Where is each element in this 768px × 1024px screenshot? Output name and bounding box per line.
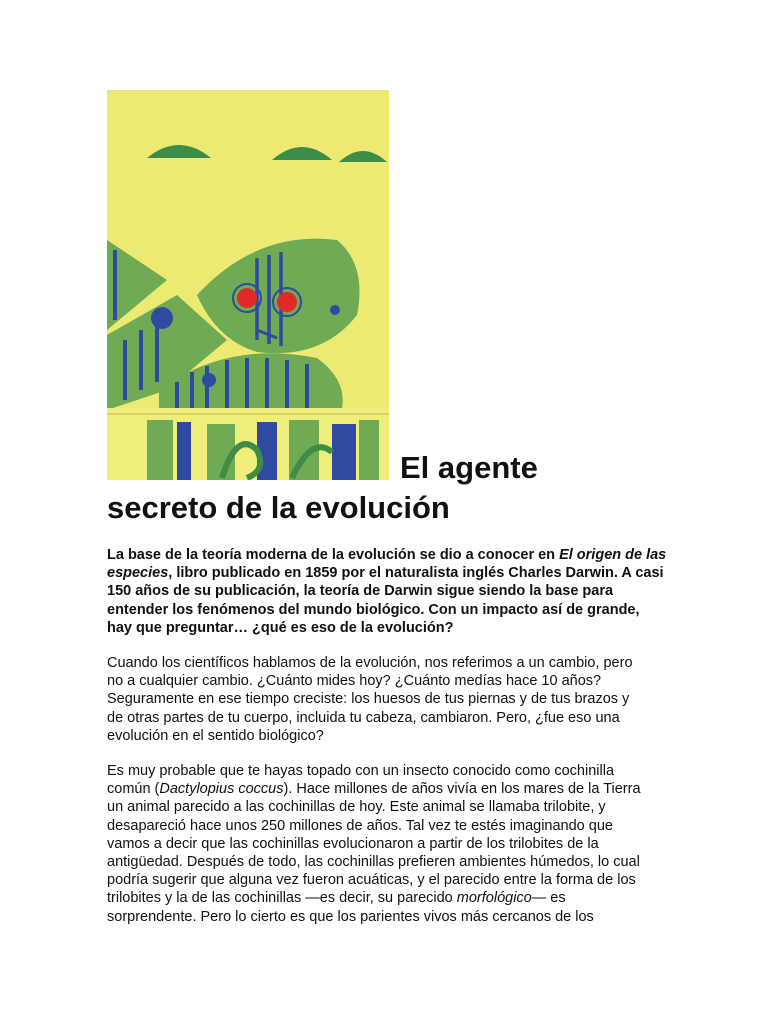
species-name: Dactylopius coccus <box>159 781 284 798</box>
lead-text-continued: , libro publicado en 1859 por el naturalista inglés Charles Darwin. A casi 150 años de su publicación, la teoría de Darwin sigue siendo la base para entender los fenómenos del mundo biológico. Con un impacto así de grande, hay que preguntar… ¿qué es eso de la evolución? <box>107 565 664 636</box>
fish-illustration <box>107 90 389 480</box>
body-paragraph-1: Cuando los científicos hablamos de la evolución, nos referimos a un cambio, pero no a cualquier cambio. ¿Cuánto mides hoy? ¿Cuánto medías hace 10 años? Seguramente en ese tiempo creciste: los huesos de tus piernas y de tus brazos y de otras partes de tu cuerpo, incluida tu cabeza, cambiaron. Pero, ¿fue eso una evolución en el sentido biológico? <box>107 655 633 744</box>
lead-paragraph <box>107 546 667 637</box>
paragraph-text: Es muy probable que te hayas topado con un insecto conocido como cochinilla común ( <box>107 763 615 798</box>
paragraph-text-continued: ). Hace millones de años vivía en los mares de la Tierra un animal parecido a las cochinillas de hoy. Este animal se llamaba trilobite, y desapareció hace unos 250 millones de años. Tal vez te estés imaginando que vamos a decir que las cochinillas evolucionaron a partir de los trilobites de la antigüedad. Después de todo, las cochinillas prefieren ambientes húmedos, lo cual podría sugerir que alguna vez fueron acuáticas, y el parecido entre la forma de los trilobites y la de las cochinillas —es decir, su parecido <box>107 781 641 907</box>
italic-term: morfológico <box>456 890 532 907</box>
book-title: El origen de las especies <box>107 547 667 582</box>
page-title-continued: secreto de la evolución <box>107 490 450 525</box>
paragraph-text-end: — es sorprendente. Pero lo cierto es que los parientes vivos más cercanos de los <box>107 890 594 925</box>
body-paragraph-2 <box>107 762 647 926</box>
page-title: El agente <box>400 450 538 485</box>
lead-text: La base de la teoría moderna de la evolución se dio a conocer en <box>107 547 560 563</box>
